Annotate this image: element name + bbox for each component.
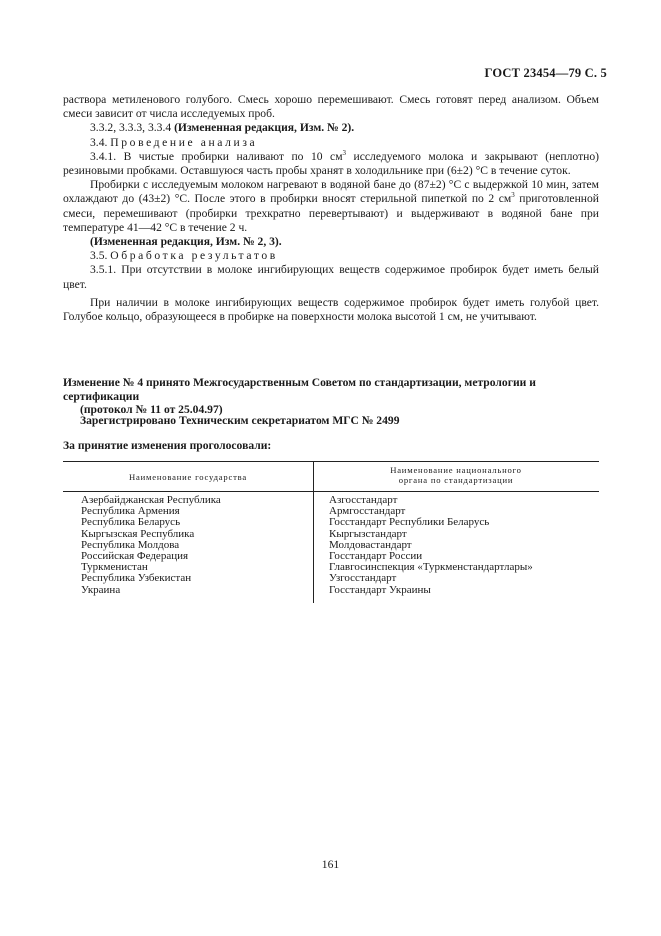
table-header-state: Наименование государства <box>129 472 247 482</box>
p341-part-b: исследуемого молока и закрывают (неплотно) резиновыми пробками. Оставшуюся часть пробы хранят в холодильнике при (6±2) °С в течение суток. <box>63 149 599 178</box>
table-cell-state: Республика Беларусь <box>81 516 181 529</box>
amendment-protocol: (протокол № 11 от 25.04.97) <box>80 403 223 416</box>
p342-part-b: приготовленной смеси, перемешивают (пробирки трехкратно перевертывают) и выдерживают в водяной бане при температуре 41—42 °С в течение 2 ч. <box>63 192 599 234</box>
table-cell-body: Молдовастандарт <box>329 538 412 551</box>
table-cell-state: Российская Федерация <box>81 550 189 563</box>
table-cell-state: Кыргызская Республика <box>81 527 195 540</box>
section-3-5-number: 3.5. <box>90 249 108 263</box>
table-column-states <box>81 495 221 596</box>
paragraph-amend-332 <box>63 121 599 135</box>
table-cell-body: Главгосинспекция «Туркменстандартлары» <box>329 561 533 574</box>
paragraph-3-5-1: 3.5.1. При отсутствии в молоке ингибирующих веществ содержимое пробирок будет иметь белый цвет. <box>63 263 599 291</box>
section-3-4-title: Проведение анализа <box>110 135 258 149</box>
paragraph-3-4-1 <box>63 150 599 178</box>
table-cell-body: Госстандарт России <box>329 550 423 563</box>
amend-note-2-3: (Измененная редакция, Изм. № 2, 3). <box>90 235 282 249</box>
registration-note: Зарегистрировано Техническим секретариатом МГС № 2499 <box>80 414 400 427</box>
table-cell-state: Республика Узбекистан <box>81 572 192 585</box>
amendment-line-1: Изменение № 4 принято Межгосударственным Советом по стандартизации, метрологии и сертификации <box>63 376 536 403</box>
table-cell-state: Республика Армения <box>81 505 180 518</box>
paragraph-smes: раствора метиленового голубого. Смесь хорошо перемешивают. Смесь готовят перед анализом. Объем смеси зависит от числа исследуемых проб. <box>63 93 599 121</box>
table-cell-state: Украина <box>81 583 121 596</box>
table-cell-body: Азгосстандарт <box>329 494 398 506</box>
amend-note-2: (Измененная редакция, Изм. № 2). <box>174 121 355 135</box>
amendment-notice <box>63 376 603 417</box>
page-number: 161 <box>321 858 340 871</box>
table-cell-body: Госстандарт Республики Беларусь <box>329 516 490 529</box>
table-column-bodies <box>329 495 533 596</box>
paragraph-blue-result: При наличии в молоке ингибирующих веществ содержимое пробирок будет иметь голубой цвет. Голубое кольцо, образующееся в пробирке на поверхности молока высотой 1 см, не учитывают. <box>63 295 599 324</box>
table-cell-body: Госстандарт Украины <box>329 583 431 596</box>
p341-sup: 3 <box>342 148 347 157</box>
voting-table <box>63 461 599 603</box>
table-header-body <box>313 465 599 485</box>
table-header-rule <box>63 491 599 492</box>
table-cell-body: Узгосстандарт <box>329 572 397 585</box>
table-cell-state: Республика Молдова <box>81 538 180 551</box>
body-text <box>63 93 599 324</box>
table-cell-body: Армгосстандарт <box>329 505 406 518</box>
page-header: ГОСТ 23454—79 С. 5 <box>484 66 607 80</box>
section-3-5-title: Обработка результатов <box>110 249 278 263</box>
paragraph-heating <box>63 178 599 235</box>
p342-part-a: Пробирки с исследуемым молоком нагревают в водяной бане до (87±2) °С с выдержкой 10 мин, затем охлаждают до (43±2) °С. После этого в пробирки вносят стерильной пипеткой по 2 см <box>63 178 599 206</box>
section-3-5-heading <box>63 249 599 263</box>
voted-heading: За принятие изменения проголосовали: <box>63 439 272 452</box>
p341-part-a: 3.4.1. В чистые пробирки наливают по 10 см <box>90 149 343 163</box>
table-cell-body: Кыргызстандарт <box>329 527 407 540</box>
table-cell-state: Туркменистан <box>81 561 148 574</box>
clause-numbers: 3.3.2, 3.3.3, 3.3.4 <box>90 121 175 135</box>
table-header-body-line-2: органа по стандартизации <box>398 475 514 485</box>
section-3-4-heading <box>63 136 599 150</box>
table-cell-state: Азербайджанская Республика <box>81 494 221 506</box>
p342-sup: 3 <box>511 191 515 200</box>
table-top-rule <box>63 461 599 462</box>
section-3-4-number: 3.4. <box>90 135 108 149</box>
table-header-body-line-1: Наименование национального <box>390 465 522 475</box>
